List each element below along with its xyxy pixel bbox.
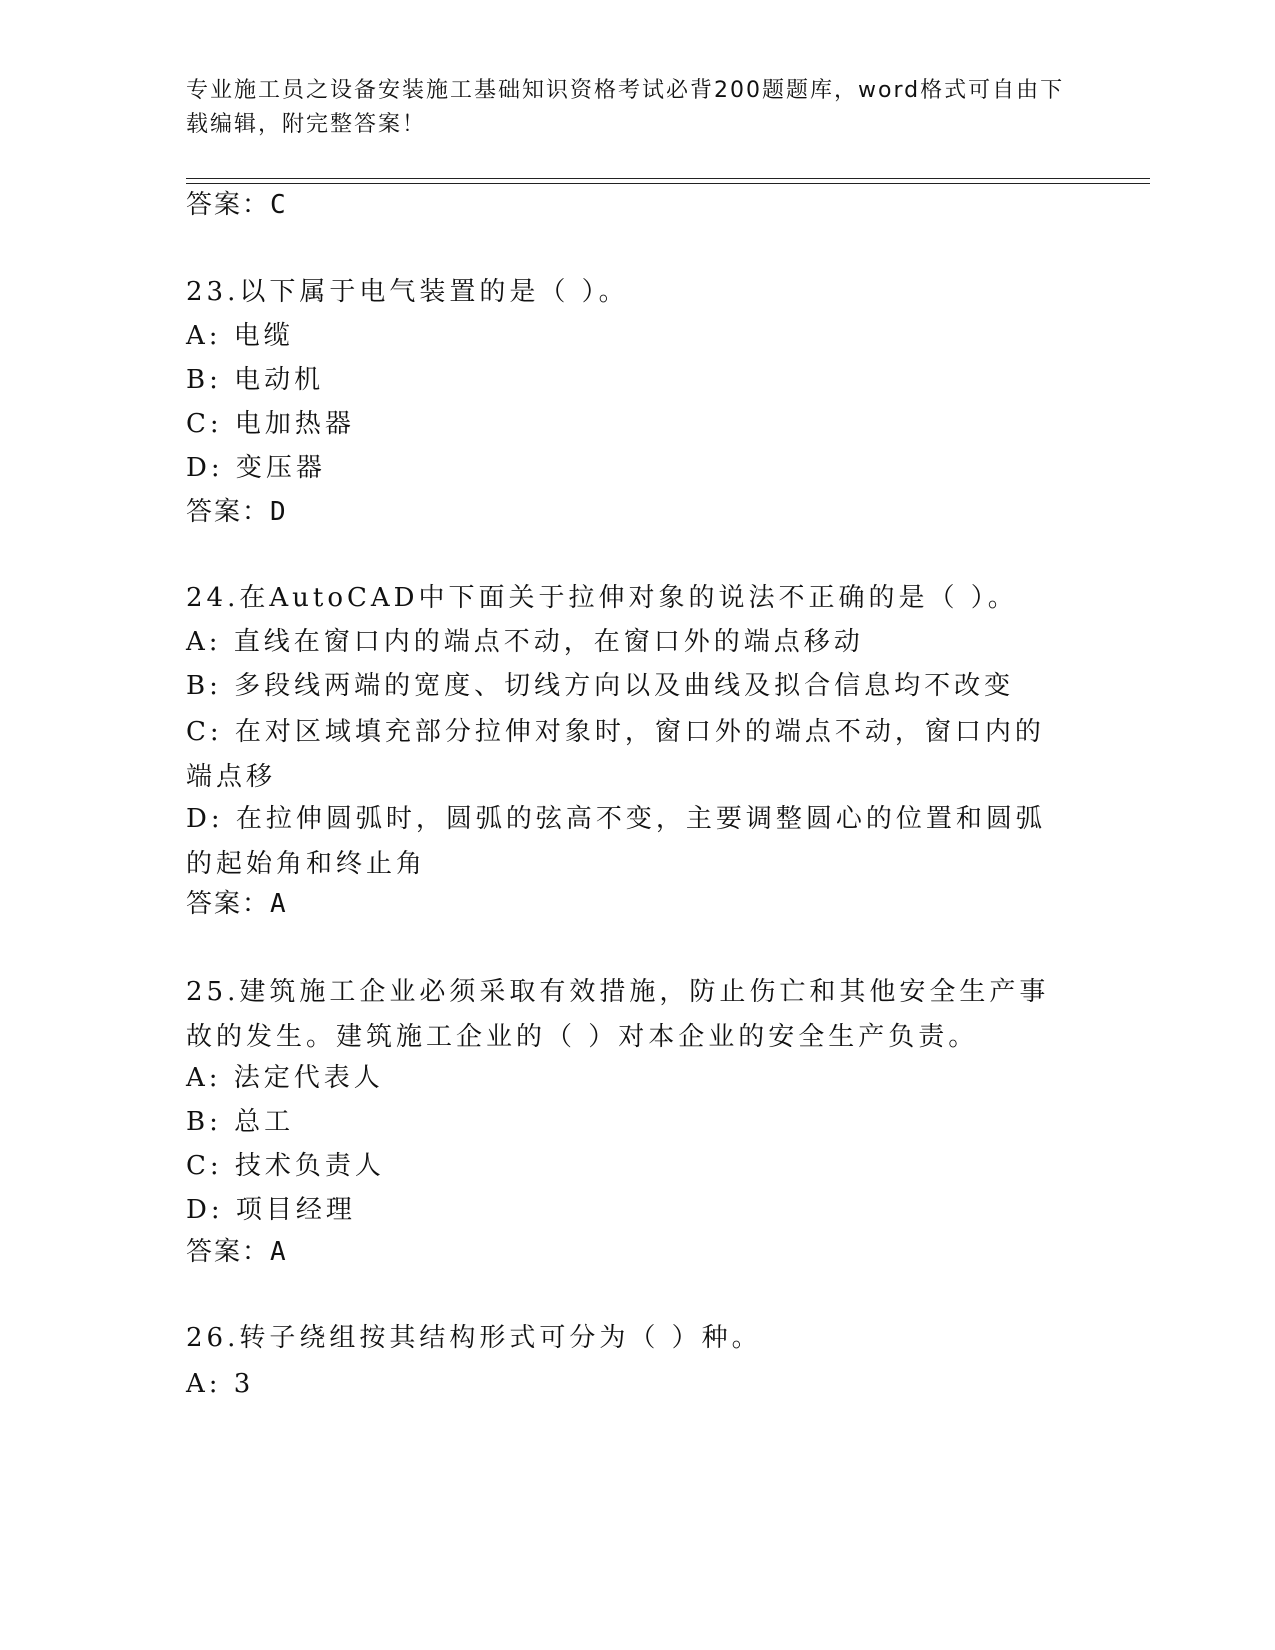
q24-option-c: C: 在对区域填充部分拉伸对象时，窗口外的端点不动，窗口内的端点移: [186, 717, 1045, 792]
document-header: 专业施工员之设备安装施工基础知识资格考试必背200题题库，word格式可自由下载编辑，附完整答案！: [186, 78, 1065, 137]
q24-option-b: B: 多段线两端的宽度、切线方向以及曲线及拟合信息均不改变: [186, 671, 1015, 701]
q25-stem: 25.建筑施工企业必须采取有效措施，防止伤亡和其他安全生产事故的发生。建筑施工企业的（ ）对本企业的安全生产负责。: [186, 977, 1050, 1052]
q23-option-c: C: 电加热器: [186, 409, 355, 439]
answer-label: 答案：: [186, 1237, 271, 1267]
q25-option-a: A: 法定代表人: [186, 1063, 384, 1093]
answer-key: C: [270, 190, 288, 220]
q24-stem: 24.在AutoCAD中下面关于拉伸对象的说法不正确的是（ ）。: [186, 583, 1018, 613]
q25-option-b: B: 总工: [186, 1107, 295, 1137]
q23-stem: 23.以下属于电气装置的是（ ）。: [186, 277, 629, 307]
q24-option-a: A: 直线在窗口内的端点不动，在窗口外的端点移动: [186, 627, 864, 657]
answer-key: A: [270, 889, 288, 919]
q22-answer: [186, 189, 288, 221]
q24-option-d: D: 在拉伸圆弧时，圆弧的弦高不变，主要调整圆心的位置和圆弧的起始角和终止角: [186, 804, 1046, 879]
q23-option-d: D: 变压器: [186, 453, 326, 483]
answer-label: 答案：: [186, 497, 271, 527]
q26-option-a: A: 3: [186, 1369, 255, 1399]
header-rule-bottom: [186, 183, 1150, 184]
q25-option-c: C: 技术负责人: [186, 1151, 385, 1181]
answer-label: 答案：: [186, 190, 271, 220]
q23-option-b: B: 电动机: [186, 365, 325, 395]
q23-answer: [186, 496, 288, 528]
q26-stem: 26.转子绕组按其结构形式可分为（ ）种。: [186, 1323, 762, 1353]
q25-option-d: D: 项目经理: [186, 1195, 356, 1225]
answer-key: A: [270, 1237, 288, 1267]
answer-key: D: [270, 497, 288, 527]
header-rule-top: [186, 178, 1150, 179]
q23-option-a: A: 电缆: [186, 321, 294, 351]
answer-label: 答案：: [186, 889, 271, 919]
q25-answer: [186, 1236, 288, 1268]
q24-answer: [186, 888, 288, 920]
